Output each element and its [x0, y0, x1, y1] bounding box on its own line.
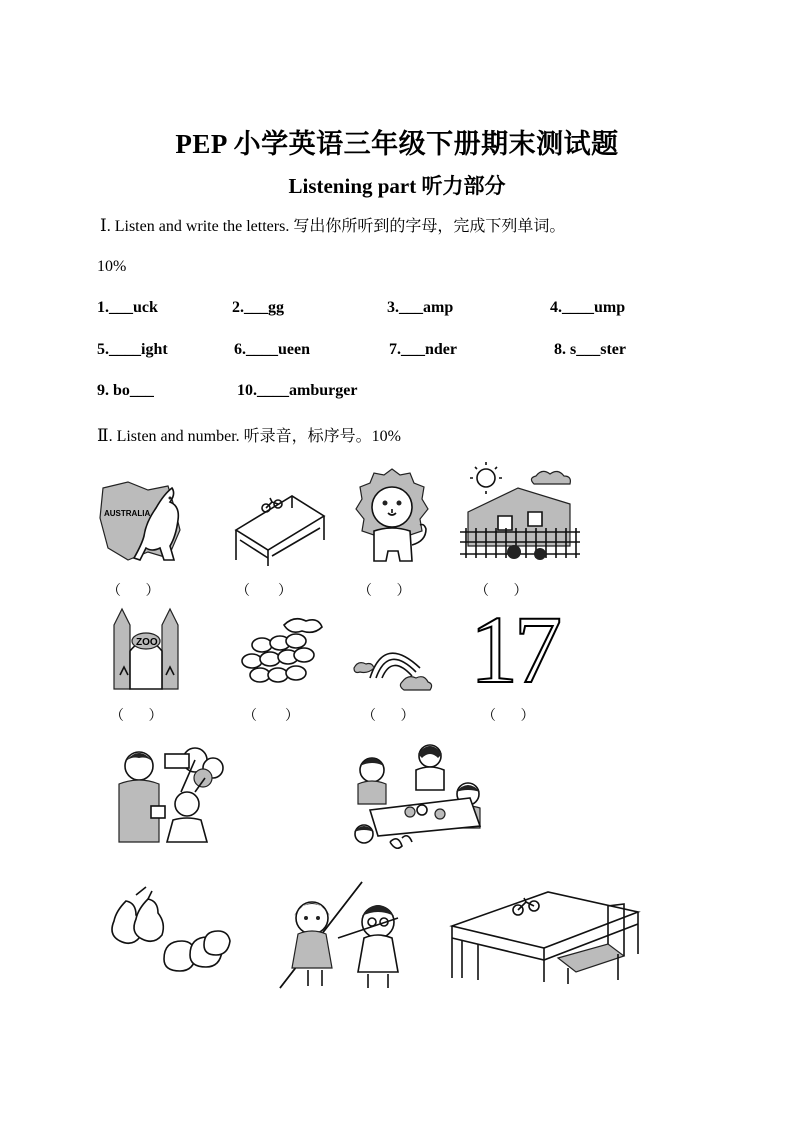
pears-peaches-picture	[108, 885, 238, 980]
answer-bracket[interactable]: （ ）	[236, 584, 292, 599]
section-1-instruction: . Listen and write the letters. 写出你所听到的字母，完成下列单词。	[106, 218, 566, 235]
word-item: 2.___gg	[232, 299, 284, 316]
section-2-instruction: . Listen and number. 听录音，标序号。10%	[108, 428, 401, 445]
word-item: 6.____ueen	[234, 341, 310, 358]
answer-bracket[interactable]: （ ）	[482, 709, 535, 724]
section-1-heading	[100, 213, 565, 236]
lion-picture	[350, 465, 435, 570]
answer-bracket[interactable]: （ ）	[107, 584, 160, 599]
word-item: 1.___uck	[97, 299, 158, 316]
answer-bracket[interactable]: （ ）	[110, 709, 163, 724]
answer-bracket[interactable]: （ ）	[243, 709, 299, 724]
section-3-heading: Ⅲ. Listen and circle. 听一听，	[97, 845, 300, 862]
word-item: 7.___nder	[389, 341, 457, 358]
desk-with-bike-picture	[232, 488, 327, 568]
word-item: 5.____ight	[97, 341, 168, 358]
zoo-gate-picture	[110, 605, 185, 690]
australia-kangaroo-picture	[98, 478, 188, 568]
rainbow-picture	[350, 640, 435, 692]
answer-bracket[interactable]: （ ）	[362, 709, 415, 724]
answer-bracket[interactable]: （ ）	[358, 584, 411, 599]
section-2-heading	[97, 423, 401, 446]
father-daughter-balloons-picture	[115, 742, 230, 842]
answer-bracket[interactable]: （ ）	[475, 584, 528, 599]
word-item: 4.____ump	[550, 299, 626, 316]
word-item: 10.____amburger	[237, 382, 358, 399]
house-garden-picture	[458, 462, 583, 572]
children-with-rulers-picture	[278, 878, 428, 990]
number-17: 17	[470, 596, 558, 703]
page-title: PEP 小学英语三年级下册期末测试题	[175, 129, 619, 159]
section-1-numeral: Ⅰ	[100, 216, 107, 236]
australia-label: AUSTRALIA	[104, 509, 151, 518]
word-item: 8. s___ster	[554, 341, 626, 358]
children-fruit-table-picture	[350, 742, 490, 854]
eggs-picture	[238, 615, 328, 690]
word-item: 9. bo___	[97, 382, 154, 399]
section-1-score: 10%	[97, 258, 127, 275]
zoo-label: ZOO	[136, 637, 158, 648]
desk-chair-bike-picture	[448, 884, 648, 984]
section-2-numeral: Ⅱ	[97, 426, 109, 446]
page-subtitle: Listening part 听力部分	[288, 174, 506, 198]
word-item: 3.___amp	[387, 299, 454, 316]
